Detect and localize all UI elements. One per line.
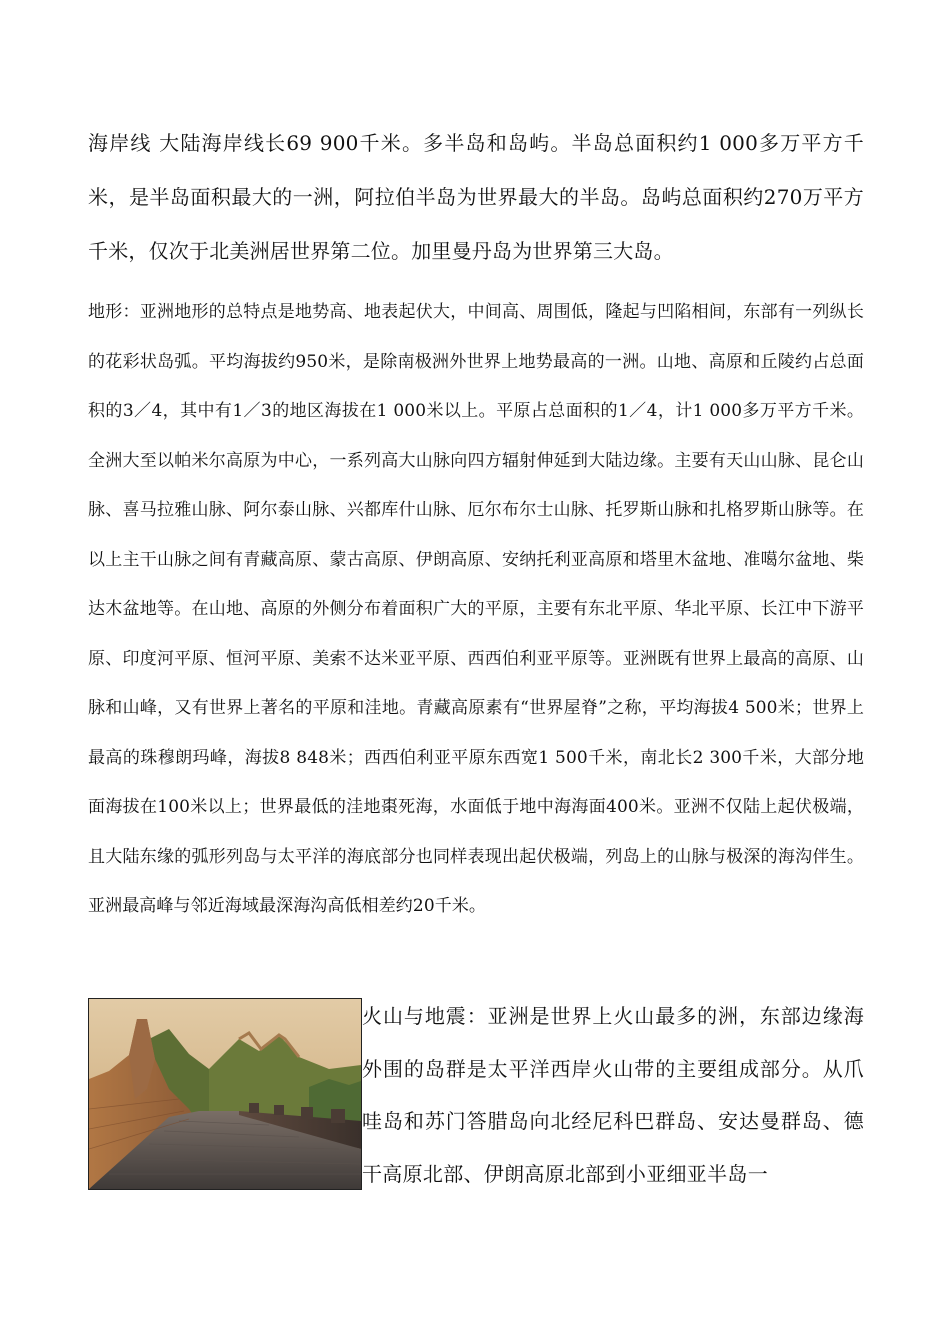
coastline-paragraph: 海岸线 大陆海岸线长69 900千米。多半岛和岛屿。半岛总面积约1 000多万平方千米，是半岛面积最大的一洲，阿拉伯半岛为世界最大的半岛。岛屿总面积约270万平方千米，仅次于北美洲居世界第二位。加里曼丹岛为世界第三大岛。	[88, 131, 864, 263]
terrain-paragraph: 地形：亚洲地形的总特点是地势高、地表起伏大，中间高、周围低，隆起与凹陷相间，东部有一列纵长的花彩状岛弧。平均海拔约950米，是除南极洲外世界上地势最高的一洲。山地、高原和丘陵约占总面积的3／4，其中有1／3的地区海拔在1 000米以上。平原占总面积的1／4，计1 000多万平方千米。全洲大至以帕米尔高原为中心，一系列高大山脉向四方辐射伸延到大陆边缘。主要有天山山脉、昆仑山脉、喜马拉雅山脉、阿尔泰山脉、兴都库什山脉、厄尔布尔士山脉、托罗斯山脉和扎格罗斯山脉等。在以上主干山脉之间有青藏高原、蒙古高原、伊朗高原、安纳托利亚高原和塔里木盆地、准噶尔盆地、柴达木盆地等。在山地、高原的外侧分布着面积广大的平原，主要有东北平原、华北平原、长江中下游平原、印度河平原、恒河平原、美索不达米亚平原、西西伯利亚平原等。亚洲既有世界上最高的高原、山脉和山峰，又有世界上著名的平原和洼地。青藏高原素有“世界屋脊”之称，平均海拔4 500米；世界上最高的珠穆朗玛峰，海拔8 848米；西西伯利亚平原东西宽1 500千米，南北长2 300千米，大部分地面海拔在100米以上；世界最低的洼地棗死海，水面低于地中海海面400米。亚洲不仅陆上起伏极端，且大陆东缘的弧形列岛与太平洋的海底部分也同样表现出起伏极端，列岛上的山脉与极深的海沟伴生。亚洲最高峰与邻近海域最深海沟高低相差约20千米。	[88, 302, 864, 916]
great-wall-photo	[88, 998, 362, 1190]
volcano-earthquake-paragraph: 火山与地震：亚洲是世界上火山最多的洲，东部边缘海外围的岛群是太平洋西岸火山带的主要组成部分。从爪哇岛和苏门答腊岛向北经尼科巴群岛、安达曼群岛、德干高原北部、伊朗高原北部到小亚细亚半岛一	[362, 1004, 864, 1186]
